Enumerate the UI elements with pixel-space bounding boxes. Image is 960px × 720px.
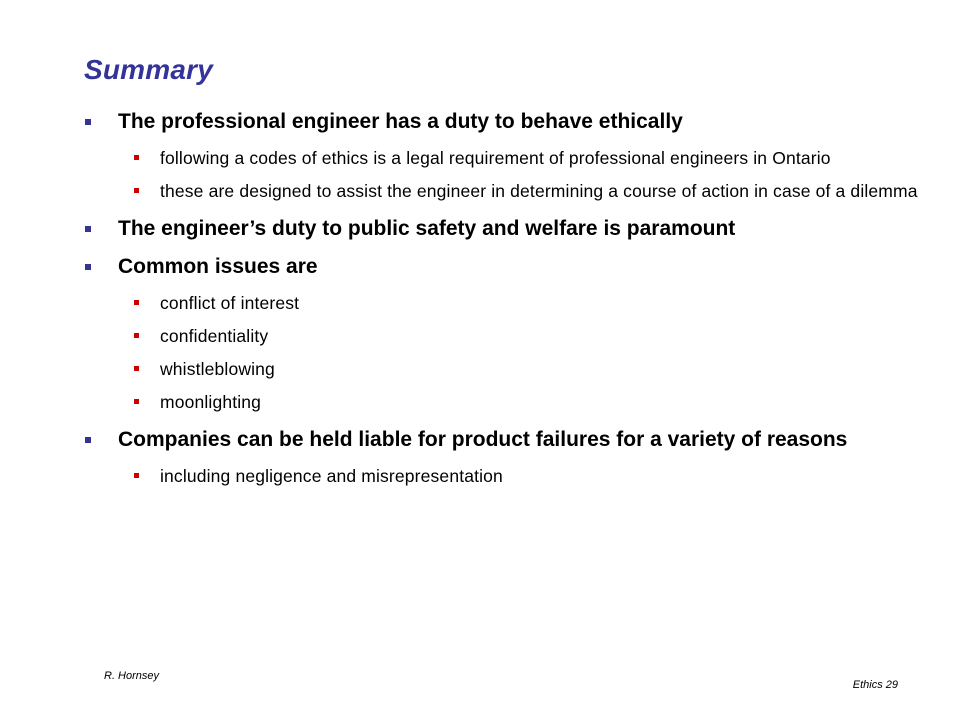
bullet-text: Common issues are (118, 255, 318, 278)
sub-bullet-text: following a codes of ethics is a legal requirement of professional engineers in Ontario (160, 148, 831, 168)
slide-title: Summary (84, 54, 214, 85)
sub-bullet (84, 390, 924, 414)
bullet-text: Companies can be held liable for product failures for a variety of reasons (118, 428, 848, 451)
sub-bullet (84, 179, 924, 203)
bullet-text: The professional engineer has a duty to behave ethically (118, 110, 683, 133)
square-bullet-icon (85, 119, 91, 125)
bullet-common-issues (84, 253, 924, 281)
square-bullet-icon (134, 333, 139, 338)
sub-bullet-text: whistleblowing (160, 359, 275, 379)
square-bullet-icon (85, 226, 91, 232)
sub-list (84, 464, 924, 488)
sub-bullet (84, 291, 924, 315)
sub-bullet-text: conflict of interest (160, 293, 300, 313)
sub-bullet (84, 357, 924, 381)
bullet-text: The engineer’s duty to public safety and welfare is paramount (118, 217, 736, 240)
sub-bullet (84, 146, 924, 170)
square-bullet-icon (134, 366, 139, 371)
sub-bullet-text: moonlighting (160, 392, 262, 412)
bullet-companies-liable (84, 426, 924, 454)
sub-bullet-text: including negligence and misrepresentation (160, 466, 503, 486)
sub-bullet (84, 324, 924, 348)
footer-page-number: Ethics 29 (852, 679, 898, 691)
square-bullet-icon (134, 155, 139, 160)
square-bullet-icon (85, 264, 91, 270)
bullet-duty-ethics (84, 108, 924, 136)
sub-bullet-text: these are designed to assist the engineer in determining a course of action in case of a dilemma (160, 181, 918, 201)
footer-author: R. Hornsey (104, 670, 160, 682)
sub-list (84, 291, 924, 414)
sub-list (84, 146, 924, 203)
sub-bullet-text: confidentiality (160, 326, 269, 346)
square-bullet-icon (134, 188, 139, 193)
bullet-public-safety (84, 215, 924, 243)
square-bullet-icon (85, 437, 91, 443)
sub-bullet (84, 464, 924, 488)
square-bullet-icon (134, 399, 139, 404)
square-bullet-icon (134, 473, 139, 478)
square-bullet-icon (134, 300, 139, 305)
slide-content (84, 108, 924, 500)
